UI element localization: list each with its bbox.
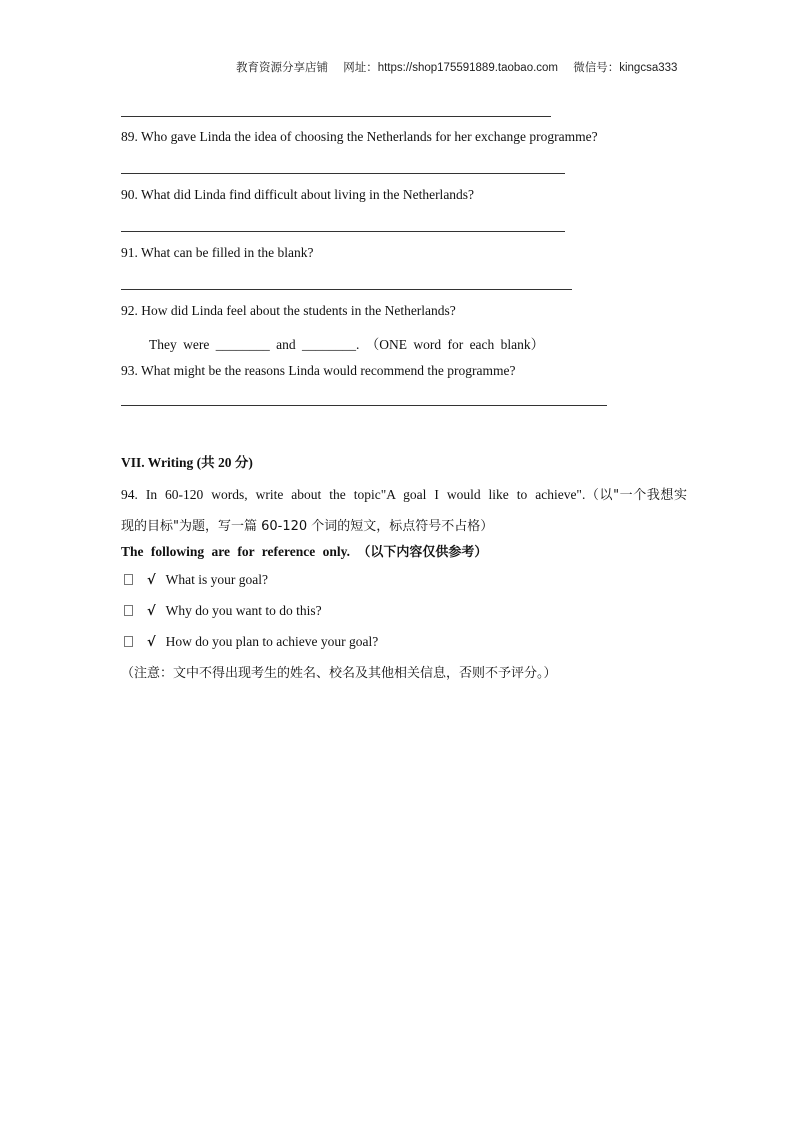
list-item <box>121 572 268 588</box>
bullet-text: Why do you want to do this? <box>165 603 322 618</box>
checkbox-icon <box>124 605 133 616</box>
bullet-text: What is your goal? <box>165 572 269 587</box>
question-92: 92. How did Linda feel about the students in the Netherlands? <box>121 303 456 318</box>
checkmark-icon: √ <box>147 635 156 650</box>
question-92-answer: They were ________ and ________. （ONE word for each blank） <box>149 337 545 352</box>
bullet-text: How do you plan to achieve your goal? <box>165 634 379 649</box>
writing-prompt <box>121 480 687 542</box>
header-wechat: 微信号：kingcsa333 <box>573 62 678 74</box>
question-90: 90. What did Linda find difficult about living in the Netherlands? <box>121 187 475 202</box>
writing-prompt-zh: （以"一个我想实现的目标"为题，写一篇 60-120 个词的短文，标点符号不占格） <box>121 488 688 534</box>
answer-line-93 <box>121 405 607 406</box>
answer-line-88 <box>121 116 551 117</box>
answer-line-90 <box>121 231 565 232</box>
writing-prompt-en: 94. In 60-120 words, write about the topic"A goal I would like to achieve". <box>121 487 586 502</box>
question-93: 93. What might be the reasons Linda would recommend the programme? <box>121 363 516 378</box>
question-91: 91. What can be filled in the blank? <box>121 245 314 260</box>
question-89: 89. Who gave Linda the idea of choosing the Netherlands for her exchange programme? <box>121 129 598 144</box>
reference-note-en: The following are for reference only. <box>121 544 350 559</box>
reference-note <box>121 541 487 560</box>
page-header <box>236 59 716 75</box>
section-title-writing: VII. Writing (共 20 分) <box>121 455 253 470</box>
checkbox-icon <box>124 636 133 647</box>
list-item <box>121 603 322 619</box>
header-shop: 教育资源分享店铺 <box>236 62 328 74</box>
checkmark-icon: √ <box>147 573 156 588</box>
checkmark-icon: √ <box>147 604 156 619</box>
reference-note-zh: （以下内容仅供参考） <box>357 545 488 560</box>
checkbox-icon <box>124 574 133 585</box>
list-item <box>121 634 378 650</box>
writing-note: （注意：文中不得出现考生的姓名、校名及其他相关信息，否则不予评分。） <box>121 666 557 681</box>
answer-line-91 <box>121 289 572 290</box>
header-url: 网址：https://shop175591889.taobao.com <box>343 62 559 74</box>
answer-line-89 <box>121 173 565 174</box>
